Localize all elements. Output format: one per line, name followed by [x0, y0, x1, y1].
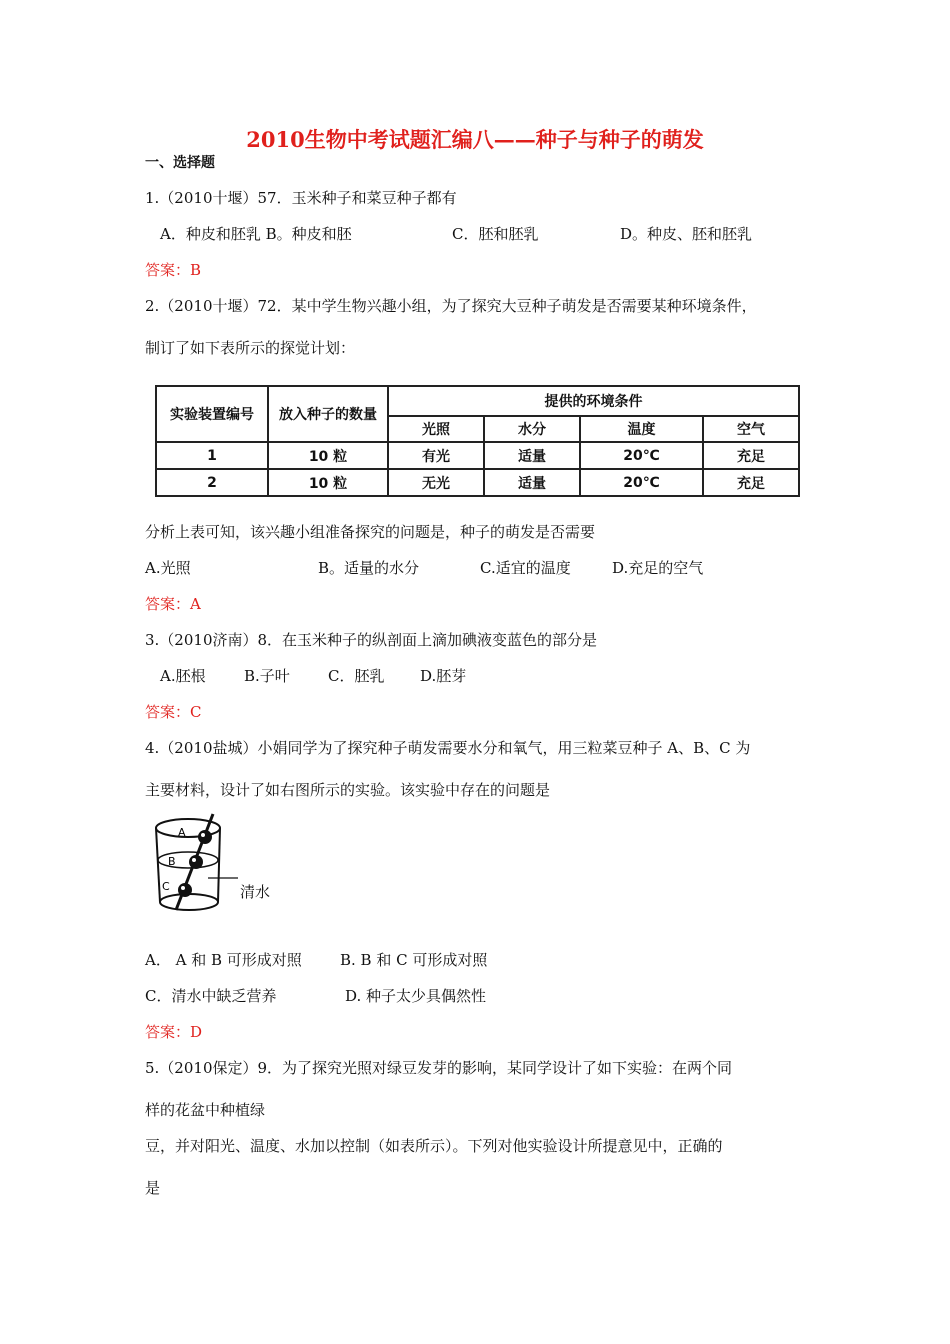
- q3-option-b: B.子叶: [244, 667, 290, 685]
- q3-stem: 3.（2010济南）8．在玉米种子的纵剖面上滴加碘液变蓝色的部分是: [145, 631, 598, 649]
- table-cell: 2: [156, 469, 268, 496]
- q2-stem-line1: 2.（2010十堰）72．某中学生物兴趣小组，为了探究大豆种子萌发是否需要某种环境条件，: [145, 297, 757, 315]
- table-subheader-temp: 温度: [580, 416, 703, 442]
- q4-option-d: D. 种子太少具偶然性: [345, 987, 487, 1005]
- q1-stem: 1.（2010十堰）57．玉米种子和菜豆种子都有: [145, 189, 457, 207]
- q5-line4: 是: [145, 1179, 161, 1197]
- seed-label-a: A: [178, 826, 186, 839]
- figure-caption-water: 清水: [240, 883, 271, 901]
- section-heading: 一、选择题: [145, 155, 215, 171]
- q2-option-b: B。适量的水分: [318, 559, 420, 577]
- seed-label-b: B: [168, 855, 176, 868]
- experiment-table: [155, 385, 800, 497]
- q3-option-c: C．胚乳: [328, 667, 385, 685]
- q5-line2: 样的花盆中种植绿: [145, 1101, 266, 1119]
- table-cell: 有光: [388, 442, 484, 469]
- q5-line3: 豆，并对阳光、温度、水加以控制（如表所示）。下列对他实验设计所提意见中，正确的: [145, 1137, 723, 1155]
- q1-answer: 答案：B: [145, 261, 202, 279]
- table-cell: 10 粒: [268, 442, 388, 469]
- q1-option-d: D。种皮、胚和胚乳: [620, 225, 753, 243]
- q4-answer: 答案：D: [145, 1023, 203, 1041]
- table-header-count: 放入种子的数量: [268, 386, 388, 442]
- table-subheader-light: 光照: [388, 416, 484, 442]
- table-row: [156, 442, 799, 469]
- q4-stem-line2: 主要材料，设计了如右图所示的实验。该实验中存在的问题是: [145, 781, 551, 799]
- table-header-id: 实验装置编号: [156, 386, 268, 442]
- q2-option-d: D.充足的空气: [612, 559, 704, 577]
- q2-option-c: C.适宜的温度: [480, 559, 571, 577]
- table-subheader-water: 水分: [484, 416, 580, 442]
- table-cell: 10 粒: [268, 469, 388, 496]
- q3-option-d: D.胚芽: [420, 667, 467, 685]
- q2-stem-line2: 制订了如下表所示的探觉计划：: [145, 339, 356, 357]
- page-title: 2010生物中考试题汇编八——种子与种子的萌发: [246, 127, 704, 152]
- q3-answer: 答案：C: [145, 703, 202, 721]
- q1-option-c: C．胚和胚乳: [452, 225, 539, 243]
- seed-label-c: C: [162, 880, 170, 893]
- q4-option-a: A． A 和 B 可形成对照: [145, 951, 302, 969]
- table-cell: 适量: [484, 469, 580, 496]
- beaker-figure: [148, 810, 238, 920]
- q2-option-a: A.光照: [145, 559, 191, 577]
- table-header-conditions: 提供的环境条件: [388, 386, 799, 416]
- table-cell: 充足: [703, 442, 799, 469]
- q2-answer: 答案：A: [145, 595, 201, 613]
- table-subheader-air: 空气: [703, 416, 799, 442]
- table-cell: 20℃: [580, 469, 703, 496]
- q4-option-c: C．清水中缺乏营养: [145, 987, 277, 1005]
- q2-question: 分析上表可知，该兴趣小组准备探究的问题是，种子的萌发是否需要: [145, 523, 596, 541]
- table-cell: 适量: [484, 442, 580, 469]
- table-cell: 充足: [703, 469, 799, 496]
- table-cell: 1: [156, 442, 268, 469]
- q4-stem-line1: 4.（2010盐城）小娟同学为了探究种子萌发需要水分和氧气，用三粒菜豆种子 A、B、C 为: [145, 739, 751, 757]
- q1-option-ab: A．种皮和胚乳 B。种皮和胚: [160, 225, 352, 243]
- q5-line1: 5.（2010保定）9．为了探究光照对绿豆发芽的影响，某同学设计了如下实验：在两个同: [145, 1059, 733, 1077]
- q3-option-a: A.胚根: [160, 667, 206, 685]
- table-cell: 无光: [388, 469, 484, 496]
- table-row: [156, 469, 799, 496]
- q4-option-b: B. B 和 C 可形成对照: [340, 951, 488, 969]
- table-cell: 20℃: [580, 442, 703, 469]
